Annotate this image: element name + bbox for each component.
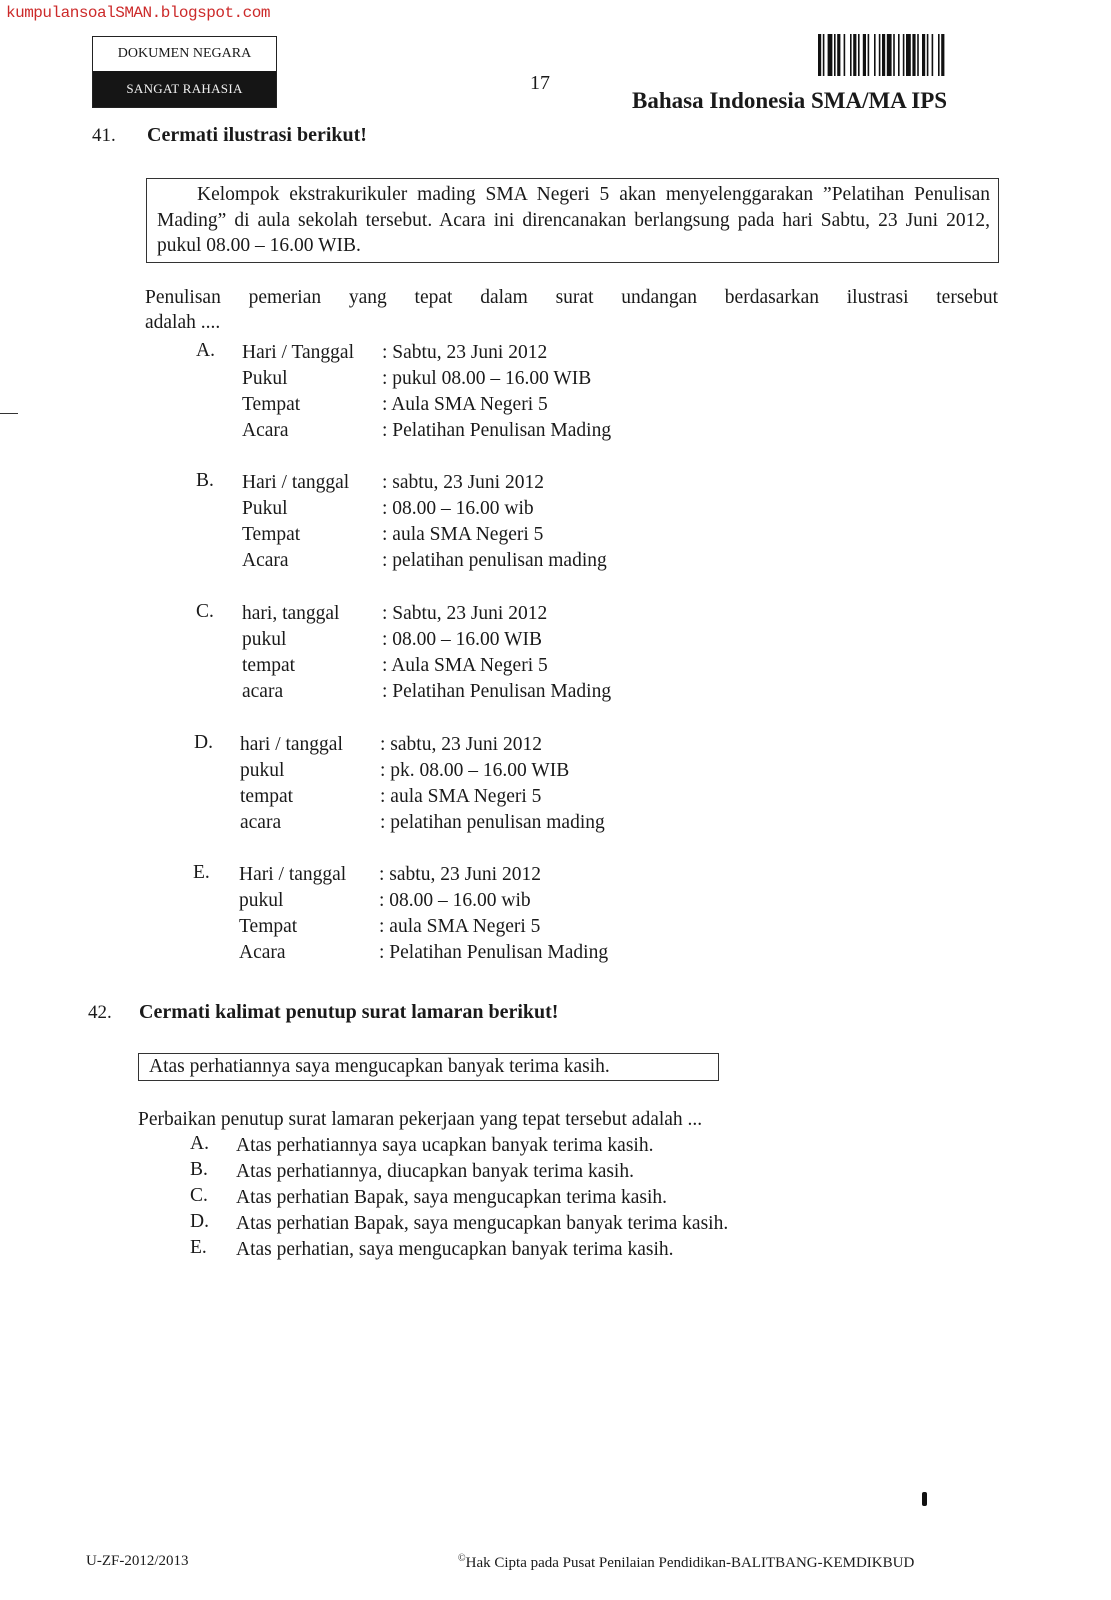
doc-label-bottom: SANGAT RAHASIA [93, 71, 276, 107]
barcode-bar [917, 34, 919, 76]
question-41-title: Cermati ilustrasi berikut! [147, 124, 367, 146]
barcode-bar [868, 34, 870, 76]
barcode-bar [922, 34, 925, 76]
option-row [240, 758, 605, 784]
option-e-block[interactable] [239, 862, 608, 966]
barcode-icon [818, 34, 1004, 76]
barcode-bar [879, 34, 881, 76]
barcode-bar [898, 34, 900, 76]
barcode-bar [844, 34, 846, 76]
footer-copyright [458, 1553, 914, 1572]
closing-sentence-box [138, 1053, 719, 1081]
option-row [239, 940, 608, 966]
q42-option-e-letter: E. [190, 1237, 207, 1258]
row-value: : 08.00 – 16.00 wib [382, 498, 534, 519]
row-value: : Pelatihan Penulisan Mading [379, 942, 609, 963]
option-row [240, 784, 605, 810]
barcode-bar [903, 34, 905, 76]
scan-speck [922, 1492, 927, 1506]
q42-option-e-text[interactable]: Atas perhatian, saya mengucapkan banyak terima kasih. [236, 1239, 674, 1260]
q42-option-a-text[interactable]: Atas perhatiannya saya ucapkan banyak terima kasih. [236, 1135, 654, 1156]
row-label: tempat [240, 786, 294, 807]
row-value: : pukul 08.00 – 16.00 WIB [382, 368, 592, 389]
barcode-bar [850, 34, 852, 76]
blog-watermark: kumpulansoalSMAN.blogspot.com [6, 4, 270, 22]
barcode-bar [927, 34, 929, 76]
question-42-title: Cermati kalimat penutup surat lamaran berikut! [139, 1001, 559, 1023]
row-label: acara [242, 681, 284, 702]
q42-option-d-text[interactable]: Atas perhatian Bapak, saya mengucapkan banyak terima kasih. [236, 1213, 729, 1234]
row-label: Acara [242, 420, 289, 441]
barcode-bar [938, 34, 940, 76]
copyright-mark: © [458, 1553, 466, 1564]
option-row [242, 522, 607, 548]
row-label: Pukul [242, 498, 288, 519]
row-label: Acara [242, 550, 289, 571]
option-row [242, 653, 611, 679]
row-value: : Sabtu, 23 Juni 2012 [382, 342, 548, 363]
barcode-bar [863, 34, 866, 76]
option-row [239, 862, 608, 888]
row-label: Hari / Tanggal [242, 342, 354, 363]
row-value: : 08.00 – 16.00 wib [379, 890, 531, 911]
q42-option-a-letter: A. [190, 1133, 209, 1154]
row-value: : sabtu, 23 Juni 2012 [379, 864, 541, 885]
option-b-letter: B. [196, 470, 214, 491]
option-row [239, 914, 608, 940]
row-value: : aula SMA Negeri 5 [382, 524, 544, 545]
barcode-bar [858, 34, 860, 76]
option-d-block[interactable] [240, 732, 605, 836]
row-value: : pelatihan penulisan mading [380, 812, 605, 833]
row-label: Tempat [239, 916, 298, 937]
q42-option-b-text[interactable]: Atas perhatiannya, diucapkan banyak terima kasih. [236, 1161, 634, 1182]
option-row [242, 340, 611, 366]
page-number: 17 [530, 72, 550, 94]
barcode-bar [932, 34, 934, 76]
row-label: Pukul [242, 368, 288, 389]
question-42-stem: Perbaikan penutup surat lamaran pekerjaan yang tepat tersebut adalah ... [138, 1109, 703, 1130]
footer-code: U-ZF-2012/2013 [86, 1553, 189, 1569]
barcode-bar [912, 34, 915, 76]
row-label: hari / tanggal [240, 734, 343, 755]
barcode-bar [823, 34, 825, 76]
row-value: : Pelatihan Penulisan Mading [382, 420, 612, 441]
option-row [242, 548, 607, 574]
barcode-bar [906, 34, 911, 76]
row-label: pukul [240, 760, 285, 781]
option-row [242, 418, 611, 444]
row-value: : sabtu, 23 Juni 2012 [382, 472, 544, 493]
barcode-bar [874, 34, 876, 76]
option-c-block[interactable] [242, 601, 611, 705]
row-value: : pk. 08.00 – 16.00 WIB [380, 760, 570, 781]
barcode-bar [882, 34, 885, 76]
subject-title: Bahasa Indonesia SMA/MA IPS [632, 88, 948, 113]
row-label: pukul [242, 629, 287, 650]
barcode-bar [828, 34, 833, 76]
option-row [242, 601, 611, 627]
option-b-block[interactable] [242, 470, 607, 574]
option-row [242, 627, 611, 653]
row-value: : 08.00 – 16.00 WIB [382, 629, 542, 650]
barcode-bar [893, 34, 895, 76]
q42-option-c-letter: C. [190, 1185, 208, 1206]
question-41-stem-line2: adalah .... [145, 312, 221, 333]
option-row [240, 732, 605, 758]
option-row [242, 679, 611, 705]
barcode-bar [941, 34, 944, 76]
option-e-letter: E. [193, 862, 210, 883]
row-value: : Pelatihan Penulisan Mading [382, 681, 612, 702]
barcode-bar [853, 34, 856, 76]
row-value: : sabtu, 23 Juni 2012 [380, 734, 542, 755]
illustration-box [146, 178, 999, 263]
option-row [242, 392, 611, 418]
scan-margin-mark [0, 413, 18, 414]
row-label: Acara [239, 942, 286, 963]
row-value: : aula SMA Negeri 5 [380, 786, 542, 807]
row-value: : Aula SMA Negeri 5 [382, 394, 548, 415]
classification-box [92, 36, 277, 108]
barcode-bar [818, 34, 821, 76]
row-label: hari, tanggal [242, 603, 340, 624]
copyright-text: Hak Cipta pada Pusat Penilaian Pendidikan-BALITBANG-KEMDIKBUD [465, 1555, 915, 1571]
barcode-bar [887, 34, 892, 76]
row-label: acara [240, 812, 282, 833]
option-row [242, 366, 611, 392]
row-value: : Aula SMA Negeri 5 [382, 655, 548, 676]
row-label: Tempat [242, 524, 301, 545]
row-value: : Sabtu, 23 Juni 2012 [382, 603, 548, 624]
q42-option-b-letter: B. [190, 1159, 208, 1180]
option-row [240, 810, 605, 836]
option-row [242, 496, 607, 522]
q42-option-c-text[interactable]: Atas perhatian Bapak, saya mengucapkan terima kasih. [236, 1187, 668, 1208]
illustration-text: Kelompok ekstrakurikuler mading SMA Negeri 5 akan menyelenggarakan ”Pelatihan Penulisan Mading” di aula sekolah tersebut. Acara ini direncanakan berlangsung pada hari Sabtu, 23 Juni 2012, pukul 08.00 – 16.00 WIB. [157, 184, 990, 256]
option-row [242, 470, 607, 496]
row-label: Hari / tanggal [239, 864, 347, 885]
row-value: : aula SMA Negeri 5 [379, 916, 541, 937]
row-label: Hari / tanggal [242, 472, 350, 493]
barcode-bar [837, 34, 840, 76]
closing-sentence-text: Atas perhatiannya saya mengucapkan banyak terima kasih. [149, 1056, 610, 1077]
doc-label-top: DOKUMEN NEGARA [93, 37, 276, 71]
barcode-bar [834, 34, 836, 76]
row-label: tempat [242, 655, 296, 676]
question-41-stem-line1: Penulisan pemerian yang tepat dalam surat undangan berdasarkan ilustrasi tersebut [145, 287, 998, 308]
option-c-letter: C. [196, 601, 214, 622]
option-a-letter: A. [196, 340, 215, 361]
row-label: Tempat [242, 394, 301, 415]
question-42-number: 42. [88, 1002, 112, 1023]
question-41-number: 41. [92, 125, 116, 146]
option-a-block[interactable] [242, 340, 611, 444]
q42-option-d-letter: D. [190, 1211, 209, 1232]
row-label: pukul [239, 890, 284, 911]
row-value: : pelatihan penulisan mading [382, 550, 607, 571]
option-row [239, 888, 608, 914]
option-d-letter: D. [194, 732, 213, 753]
